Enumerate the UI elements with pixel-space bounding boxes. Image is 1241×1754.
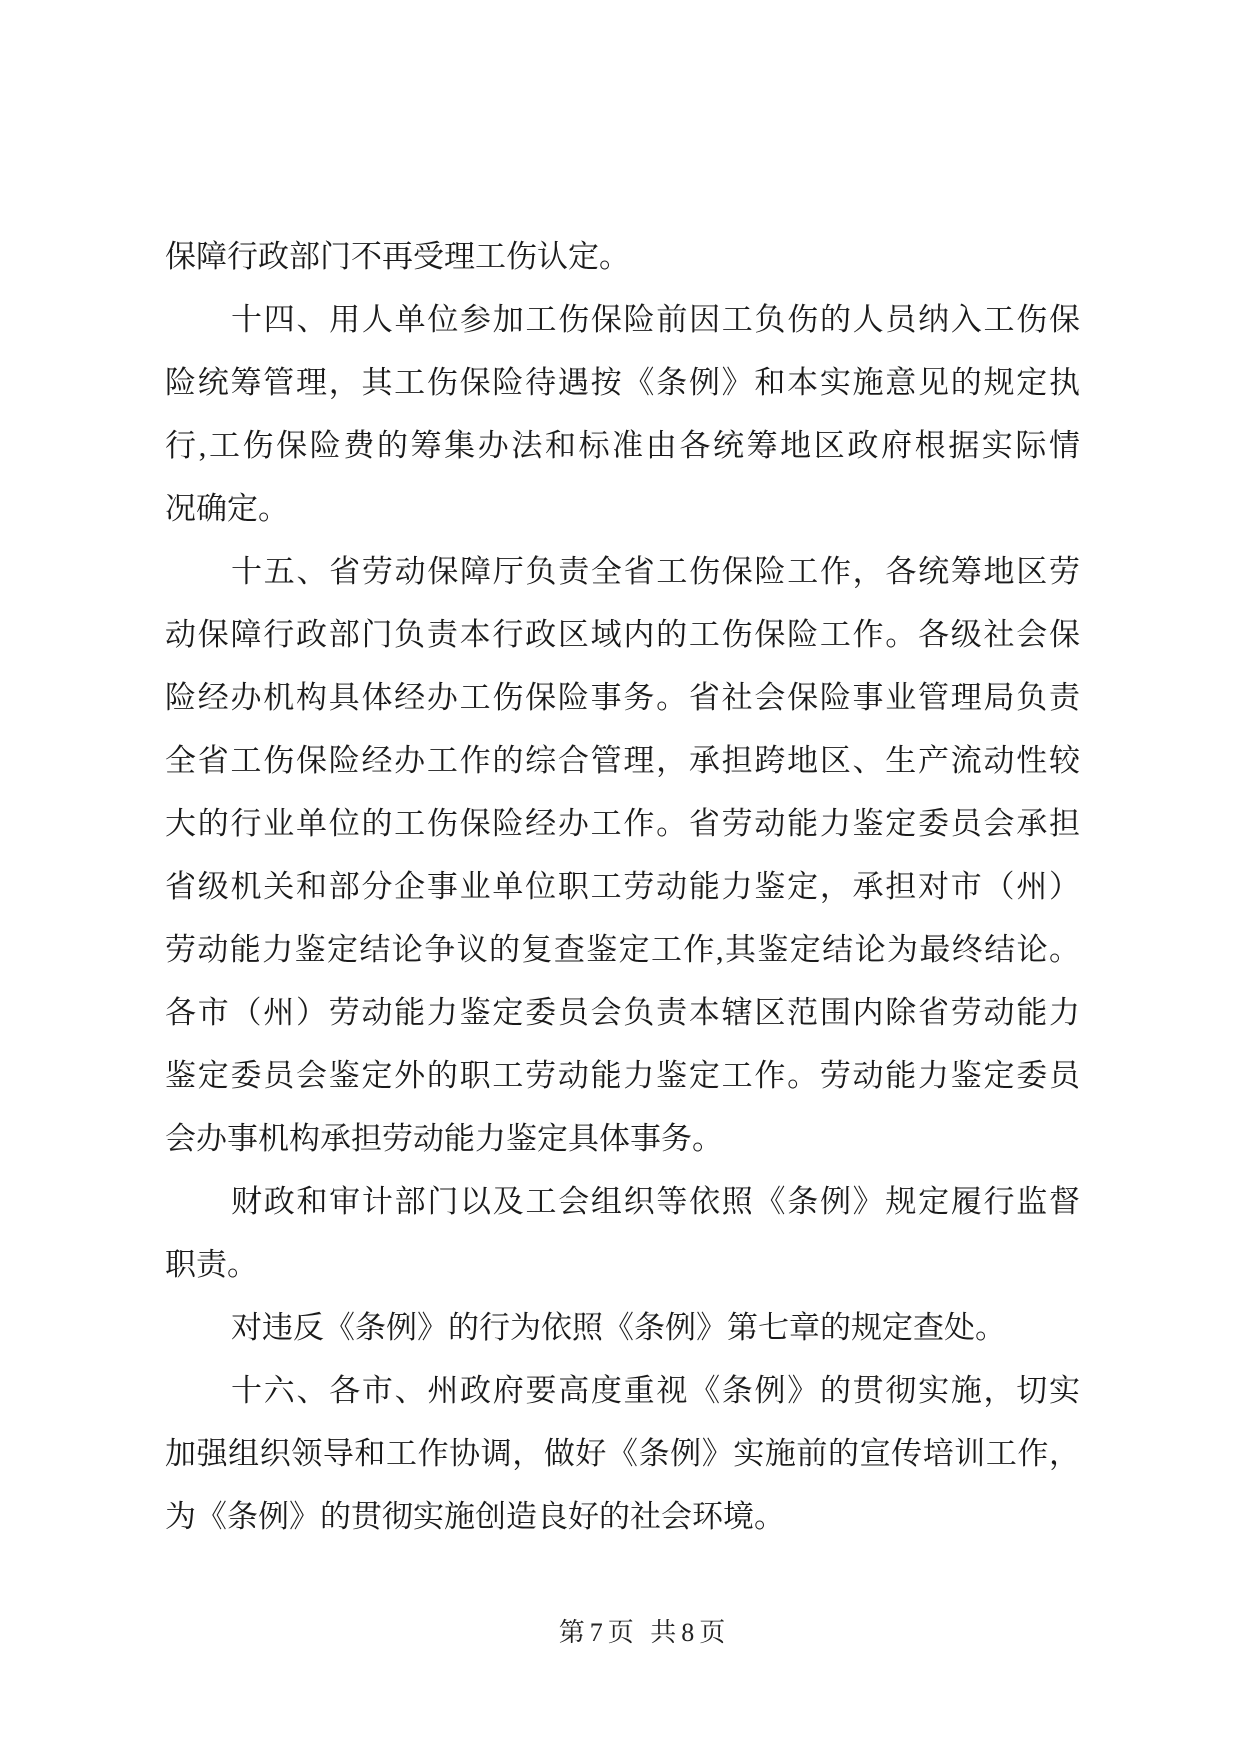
text-line: 十六、各市、州政府要高度重视《条例》的贯彻实施，切实 xyxy=(231,1373,1080,1408)
text-line: 劳动能力鉴定结论争议的复查鉴定工作,其鉴定结论为最终结论。 xyxy=(165,932,1080,967)
text-line: 加强组织领导和工作协调，做好《条例》实施前的宣传培训工作， xyxy=(165,1436,1080,1471)
text-line: 十五、省劳动保障厅负责全省工伤保险工作，各统筹地区劳 xyxy=(231,554,1080,589)
text-line: 职责。 xyxy=(165,1247,258,1282)
text-line: 动保障行政部门负责本行政区域内的工伤保险工作。各级社会保 xyxy=(165,617,1080,652)
text-line: 况确定。 xyxy=(165,491,289,526)
document-text xyxy=(165,225,1080,1548)
text-line: 鉴定委员会鉴定外的职工劳动能力鉴定工作。劳动能力鉴定委员 xyxy=(165,1058,1080,1093)
text-line: 省级机关和部分企事业单位职工劳动能力鉴定，承担对市（州） xyxy=(165,869,1080,904)
text-line: 为《条例》的贯彻实施创造良好的社会环境。 xyxy=(165,1499,785,1534)
text-line: 全省工伤保险经办工作的综合管理，承担跨地区、生产流动性较 xyxy=(165,743,1080,778)
page-footer xyxy=(0,1612,1241,1649)
text-line: 险统筹管理，其工伤保险待遇按《条例》和本实施意见的规定执 xyxy=(165,365,1080,400)
text-line: 财政和审计部门以及工会组织等依照《条例》规定履行监督 xyxy=(231,1184,1080,1219)
text-line: 大的行业单位的工伤保险经办工作。省劳动能力鉴定委员会承担 xyxy=(165,806,1080,841)
text-line: 十四、用人单位参加工伤保险前因工负伤的人员纳入工伤保 xyxy=(231,302,1080,337)
page-number: 第7页 共8页 xyxy=(558,1618,731,1647)
text-line: 保障行政部门不再受理工伤认定。 xyxy=(165,239,630,274)
text-line: 行,工伤保险费的筹集办法和标准由各统筹地区政府根据实际情 xyxy=(165,428,1080,463)
text-line: 会办事机构承担劳动能力鉴定具体事务。 xyxy=(165,1121,723,1156)
text-line: 险经办机构具体经办工伤保险事务。省社会保险事业管理局负责 xyxy=(165,680,1080,715)
text-line: 各市（州）劳动能力鉴定委员会负责本辖区范围内除省劳动能力 xyxy=(165,995,1080,1030)
text-line: 对违反《条例》的行为依照《条例》第七章的规定查处。 xyxy=(231,1310,1006,1345)
